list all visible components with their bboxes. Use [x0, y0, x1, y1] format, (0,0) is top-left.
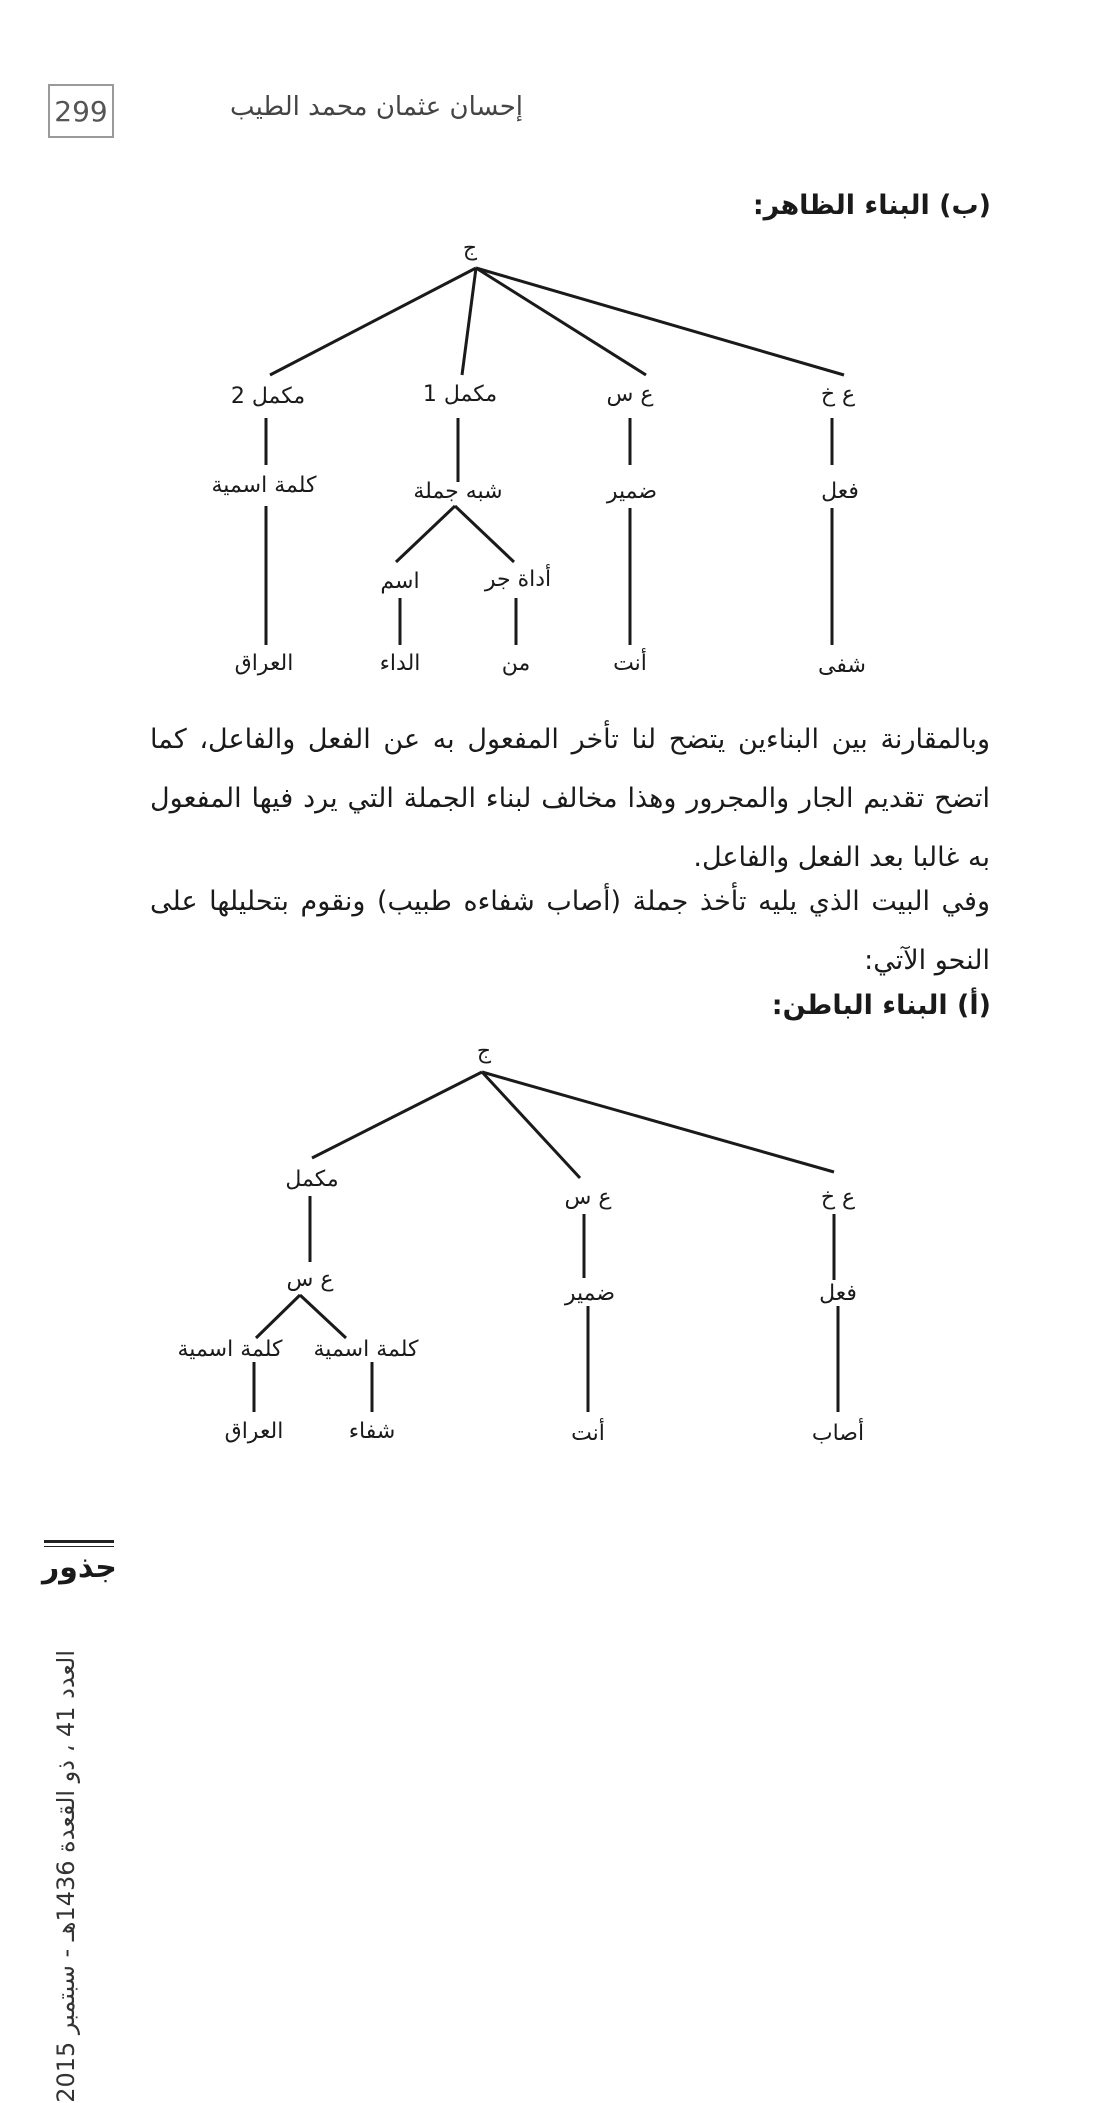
edge: [476, 268, 646, 375]
node-complement-1: مكمل 1: [422, 382, 498, 407]
journal-logo: جذور: [42, 1550, 117, 1585]
node-verb: فعل: [821, 479, 859, 504]
edge: [482, 1072, 834, 1172]
edge: [312, 1072, 482, 1158]
node-noun-word: كلمة اسمية: [211, 473, 317, 498]
node-semi-clause: شبه جملة: [413, 479, 503, 504]
leaf-word: العراق: [234, 651, 294, 676]
node-root: ج: [476, 1039, 492, 1064]
edge: [476, 268, 844, 375]
node-complement: مكمل: [285, 1167, 339, 1192]
leaf-word: الداء: [379, 651, 421, 676]
node-verb: فعل: [819, 1281, 857, 1306]
node-subject: ع س: [606, 382, 654, 407]
leaf-word: أصاب: [811, 1421, 865, 1446]
running-head-author: إحسان عثمان محمد الطيب: [230, 92, 523, 122]
paragraph-comparison: وبالمقارنة بين البناءين يتضح لنا تأخر المفعول به عن الفعل والفاعل، كما اتضح تقديم الجار والمجرور وهذا مخالف لبناء الجملة التي يرد فيها المفعول به غالبا بعد الفعل والفاعل.: [150, 724, 990, 873]
node-noun: اسم: [380, 569, 420, 594]
node-pronoun: ضمير: [606, 479, 658, 504]
node-noun-word: كلمة اسمية: [177, 1337, 283, 1362]
edge: [462, 268, 476, 375]
node-object-subject: ع س: [286, 1267, 334, 1292]
edge: [270, 268, 476, 375]
edge: [300, 1295, 346, 1338]
node-subject: ع س: [564, 1185, 612, 1210]
leaf-word: شفى: [818, 653, 866, 678]
node-pronoun: ضمير: [564, 1281, 616, 1306]
node-root: ج: [462, 236, 478, 261]
deep-structure-tree: [0, 1030, 1103, 1470]
divider: [44, 1540, 114, 1543]
section-heading-b: (ب) البناء الظاهر:: [752, 190, 991, 221]
section-heading-a: (أ) البناء الباطن:: [771, 990, 991, 1021]
leaf-word: أنت: [571, 1421, 605, 1446]
page-number: 299: [48, 84, 114, 138]
leaf-word: من: [501, 651, 531, 676]
node-complement-2: مكمل 2: [230, 384, 306, 409]
node-preposition: أداة جر: [484, 567, 552, 592]
issue-info: العدد 41 ، ذو القعدة 1436هـ - سبتمبر 2015: [52, 1650, 80, 2103]
leaf-word: العراق: [224, 1419, 284, 1444]
edge: [455, 506, 514, 562]
surface-structure-tree: [0, 230, 1103, 710]
paragraph-next-verse: وفي البيت الذي يليه تأخذ جملة (أصاب شفاءه طبيب) ونقوم بتحليلها على النحو الآتي:: [150, 886, 990, 976]
leaf-word: أنت: [613, 651, 647, 676]
node-noun-word: كلمة اسمية: [313, 1337, 419, 1362]
edge: [256, 1295, 300, 1338]
edge: [396, 506, 455, 562]
node-predicate: ع خ: [820, 1185, 856, 1210]
leaf-word: شفاء: [348, 1419, 396, 1444]
edge: [482, 1072, 580, 1178]
node-predicate: ع خ: [820, 382, 856, 407]
divider: [44, 1546, 114, 1547]
